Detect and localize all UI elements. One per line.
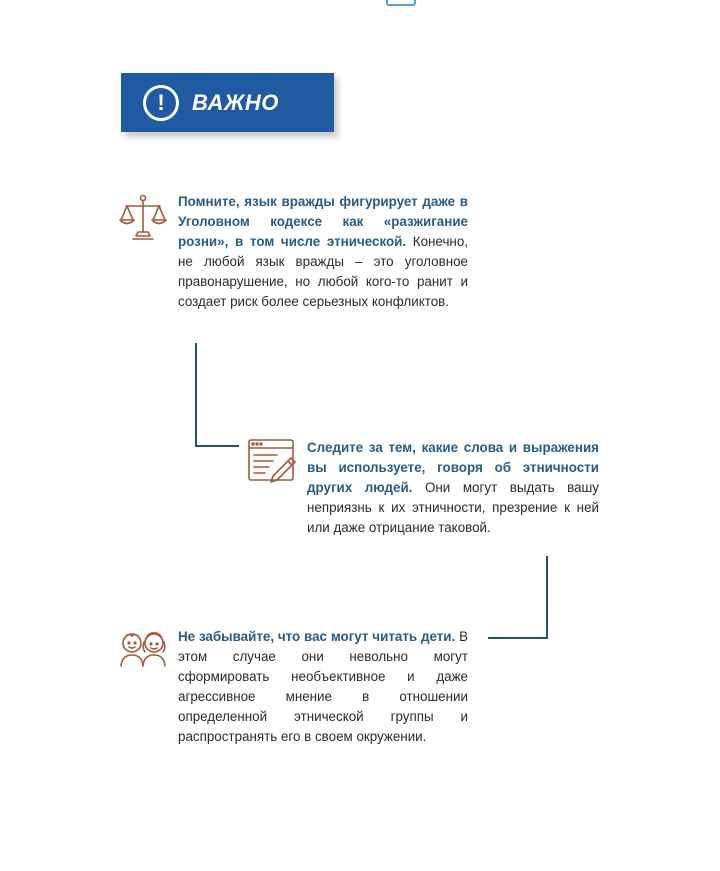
connector-vertical-1 bbox=[195, 343, 197, 447]
block-highlight: Помните, язык вражды фигурирует даже в Уголовном кодексе как «разжигание розни», в том числе этнической. bbox=[178, 194, 468, 249]
block-text: Конечно, не любой язык вражды – это уголовное правонарушение, но любой кого-то ранит и создает риск более серьезных конфликтов. bbox=[178, 234, 468, 309]
exclamation-circle-icon bbox=[143, 85, 179, 121]
text-block-children bbox=[178, 627, 468, 747]
connector-horizontal-1 bbox=[195, 445, 239, 447]
badge-title: ВАЖНО bbox=[192, 89, 279, 115]
children-icon bbox=[118, 628, 168, 668]
top-book-icon bbox=[386, 0, 416, 6]
block-text: В этом случае они невольно могут сформировать необъективное и даже агрессивное мнение в отношении определенной этнической группы и распространять его в своем окружении. bbox=[178, 629, 468, 744]
block-highlight: Следите за тем, какие слова и выражения вы используете, говоря об этничности других людей. bbox=[307, 440, 599, 495]
block-highlight: Не забывайте, что вас могут читать дети. bbox=[178, 629, 456, 644]
document-pen-icon bbox=[247, 438, 297, 484]
exclamation-symbol: ! bbox=[157, 89, 165, 115]
text-block-criminal-code bbox=[178, 192, 468, 312]
connector-vertical-2 bbox=[546, 556, 548, 639]
text-block-word-choice bbox=[307, 438, 599, 538]
important-badge bbox=[121, 73, 334, 132]
scales-of-justice-icon bbox=[118, 194, 168, 242]
block-text: Они могут выдать вашу неприязнь к их этничности, презрение к ней или даже отрицание таковой. bbox=[307, 480, 600, 535]
connector-horizontal-2 bbox=[488, 637, 548, 639]
